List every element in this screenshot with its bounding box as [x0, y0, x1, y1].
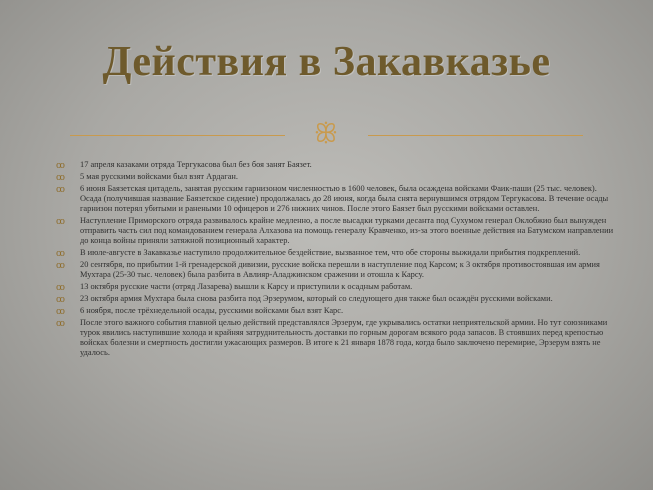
list-item: [56, 282, 616, 292]
divider-line-left: [70, 135, 285, 136]
bullet-text: Наступление Приморского отряда развивалось крайне медленно, а после высадки турками десанта под Сухумом генерал Оклобжио был вынужден отправить часть сил под командованием генерала Алхазова на помощь генералу Кравченко, из-за этого военные действия на Батумском направлении до конца войны приняли затяжной позиционный характер.: [80, 216, 614, 245]
bullet-icon: ꝏ: [56, 306, 65, 316]
list-item: [56, 318, 616, 358]
bullet-icon: ꝏ: [56, 216, 65, 226]
bullet-icon: ꝏ: [56, 172, 65, 182]
bullet-text: 13 октября русские части (отряд Лазарева) вышли к Карсу и приступили к осадным работам.: [80, 282, 413, 291]
bullet-text: 6 июня Баязетская цитадель, занятая русским гарнизоном численностью в 1600 человек, была осаждена войсками Фаик-паши (25 тыс. человек). Осада (получившая название Баязетское сидение) продолжалась до 28 июня, когда была снята вернувшимся отрядом Тергукасова. В течение осады гарнизон потерял убитыми и ранеными 10 офицеров и 276 нижних чинов. После этого Баязет был русскими войсками оставлен.: [80, 184, 609, 213]
bullet-text: 17 апреля казаками отряда Тергукасова был без боя занят Баязет.: [80, 160, 312, 169]
bullet-icon: ꝏ: [56, 160, 65, 170]
bullet-icon: ꝏ: [56, 248, 65, 258]
list-item: [56, 172, 616, 182]
title-divider: [70, 120, 583, 150]
bullet-text: 20 сентября, по прибытии 1-й гренадерской дивизии, русские войска перешли в наступление под Карсом; к 3 октября противостоявшая им армия Мухтара (25-30 тыс. человек) была разбита в Авлияр-Аладжинском сражении и отошла к Карсу.: [80, 260, 600, 279]
bullet-text: В июле-августе в Закавказье наступило продолжительное бездействие, вызванное тем, что обе стороны выжидали прибытия подкреплений.: [80, 248, 581, 257]
bullet-list: [56, 160, 616, 360]
bullet-icon: ꝏ: [56, 282, 65, 292]
list-item: [56, 260, 616, 280]
list-item: [56, 160, 616, 170]
slide-title: Действия в Закавказье: [102, 39, 551, 85]
bullet-icon: ꝏ: [56, 294, 65, 304]
bullet-text: После этого важного события главной целью действий представлялся Эрзерум, где укрывались остатки неприятельской армии. Но тут союзниками турок явились наступившие холода и крайняя затруднительность доставки по горным дорогам всякого рода запасов. В стоявших перед крепостью войсках болезни и смертность достигли ужасающих размеров. В итоге к 21 января 1878 года, когда было заключено перемирие, Эрзерум взять не удалось.: [80, 318, 608, 357]
bullet-icon: ꝏ: [56, 260, 65, 270]
bullet-icon: ꝏ: [56, 184, 65, 194]
list-item: [56, 306, 616, 316]
bullet-text: 23 октября армия Мухтара была снова разбита под Эрзерумом, который со следующего дня также был осаждён русскими войсками.: [80, 294, 553, 303]
bullet-icon: ꝏ: [56, 318, 65, 328]
list-item: [56, 294, 616, 304]
ornament-icon: ꕥ: [313, 119, 339, 148]
bullet-text: 5 мая русскими войсками был взят Ардаган.: [80, 172, 238, 181]
list-item: [56, 248, 616, 258]
divider-line-right: [368, 135, 583, 136]
list-item: [56, 216, 616, 246]
list-item: [56, 184, 616, 214]
bullet-text: 6 ноября, после трёхнедельной осады, русскими войсками был взят Карс.: [80, 306, 344, 315]
